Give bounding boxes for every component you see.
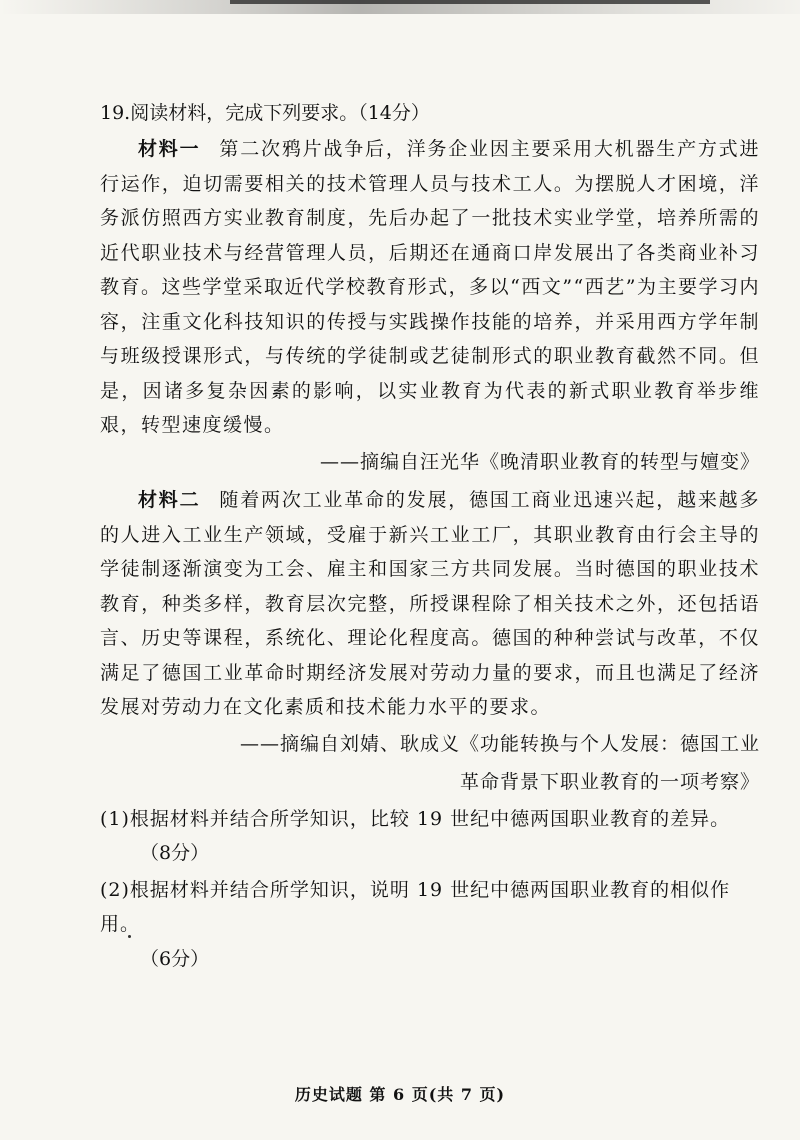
- material-two-source-line2: 革命背景下职业教育的一项考察》: [459, 771, 760, 793]
- sub-question-1: (1)根据材料并结合所学知识，比较 19 世纪中德两国职业教育的差异。: [100, 807, 731, 830]
- exam-page: [100, 96, 760, 978]
- material-two-source-line1: ——摘编自刘婧、耿成义《功能转换与个人发展：德国工业: [239, 732, 760, 755]
- material-two-label: 材料二: [138, 489, 201, 511]
- material-two: [100, 483, 760, 725]
- scan-speck: [128, 935, 131, 938]
- scan-top-line: [230, 0, 710, 4]
- page-footer: 历史试题 第 6 页(共 7 页): [294, 1085, 506, 1104]
- material-two-text: 随着两次工业革命的发展，德国工商业迅速兴起，越来越多的人进入工业生产领域，受雇于新兴工业工厂，其职业教育由行会主导的学徒制逐渐演变为工会、雇主和国家三方共同发展。当时德国的职业技术教育，种类多样，教育层次完整，所授课程除了相关技术之外，还包括语言、历史等课程，系统化、理论化程度高。德国的种种尝试与改革，不仅满足了德国工业革命时期经济发展对劳动力量的要求，而且也满足了经济发展对劳动力在文化素质和技术能力水平的要求。: [100, 489, 760, 718]
- material-one: [100, 132, 760, 443]
- sub-question-2-score: （6分）: [140, 947, 210, 970]
- sub-question-1-score: （8分）: [140, 842, 210, 864]
- sub-question-2: (2)根据材料并结合所学知识，说明 19 世纪中德两国职业教育的相似作用。: [100, 878, 731, 935]
- material-one-source: ——摘编自汪光华《晚清职业教育的转型与嬗变》: [319, 450, 760, 473]
- material-one-text: 第二次鸦片战争后，洋务企业因主要采用大机器生产方式进行运作，迫切需要相关的技术管理人员与技术工人。为摆脱人才困境，洋务派仿照西方实业教育制度，先后办起了一批技术实业学堂，培养所需的近代职业技术与经营管理人员，后期还在通商口岸发展出了各类商业补习教育。这些学堂采取近代学校教育形式，多以“西文”“西艺”为主要学习内容，注重文化科技知识的传授与实践操作技能的培养，并采用西方学年制与班级授课形式，与传统的学徒制或艺徒制形式的职业教育截然不同。但是，因诸多复杂因素的影响，以实业教育为代表的新式职业教育举步维艰，转型速度缓慢。: [100, 138, 760, 436]
- material-one-label: 材料一: [138, 138, 201, 160]
- question-title: 19.阅读材料，完成下列要求。（14分）: [100, 102, 430, 124]
